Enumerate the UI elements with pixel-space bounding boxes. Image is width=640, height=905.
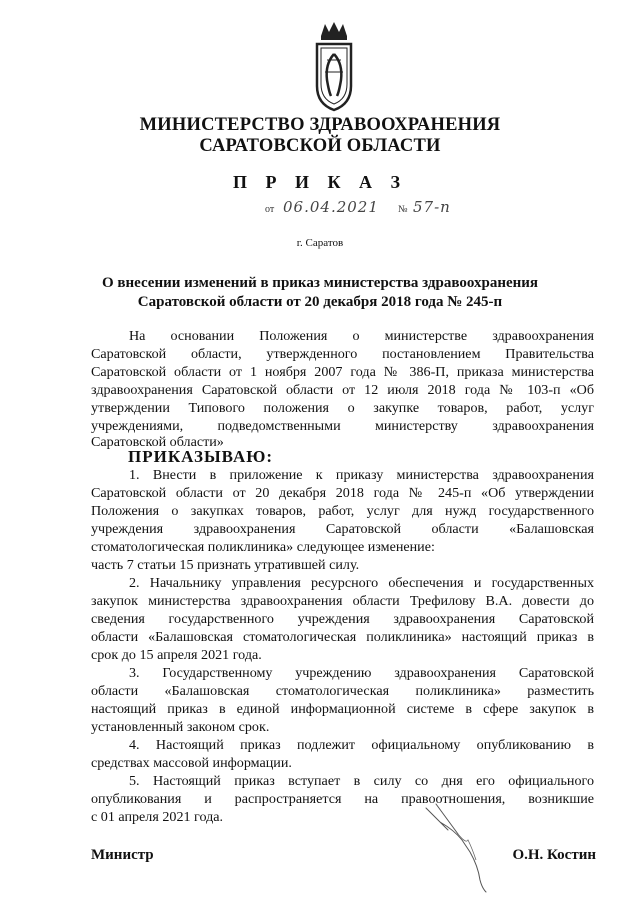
preamble-line: учреждениями, подведомственными министерству здравоохранения <box>91 418 594 434</box>
document-title-line2: Саратовской области от 20 декабря 2018 года № 245-п <box>137 294 503 310</box>
preamble-line: утверждении Типового положения о закупке товаров, работ, услуг <box>91 400 594 416</box>
item-line: стоматологическая поликлиника» следующее изменение: <box>91 539 435 555</box>
item-line: 5. Настоящий приказ вступает в силу со дня его официального <box>129 773 594 789</box>
item-line: учреждения здравоохранения Саратовской области «Балашовская <box>91 521 594 537</box>
handwritten-number: 57-п <box>413 198 451 216</box>
preamble-line: Саратовской области от 1 ноября 2007 года № 386-П, приказа министерства <box>91 364 594 380</box>
item-line: закупок министерства здравоохранения области Трефилову В.А. довести до <box>91 593 594 609</box>
item-line: средствах массовой информации. <box>91 755 292 771</box>
decree-word: ПРИКАЗЫВАЮ: <box>128 447 274 466</box>
ministry-name-line1: МИНИСТЕРСТВО ЗДРАВООХРАНЕНИЯ <box>139 115 501 135</box>
document-type: П Р И К А З <box>232 172 408 192</box>
preamble-line: На основании Положения о министерстве здравоохранения <box>129 328 594 344</box>
item-line: сведения государственного учреждения здравоохранения Саратовской <box>91 611 594 627</box>
item-line: часть 7 статьи 15 признать утратившей силу. <box>91 557 360 573</box>
preamble-line: здравоохранения Саратовской области от 12 июля 2018 года № 103-п «Об <box>91 382 594 398</box>
signatory-name: О.Н. Костин <box>512 847 596 863</box>
signatory-role: Министр <box>91 847 154 863</box>
item-line: 4. Настоящий приказ подлежит официальному опубликованию в <box>129 737 594 753</box>
item-line: установленный законом срок. <box>91 719 270 735</box>
date-prefix: от <box>265 204 275 215</box>
handwritten-signature-icon <box>418 800 508 895</box>
item-line: 2. Начальнику управления ресурсного обеспечения и государственных <box>129 575 594 591</box>
ministry-name-line2: САРАТОВСКОЙ ОБЛАСТИ <box>199 136 441 156</box>
item-line: 3. Государственному учреждению здравоохранения Саратовской <box>129 665 594 681</box>
handwritten-date: 06.04.2021 <box>283 198 379 216</box>
city: г. Саратов <box>296 237 344 249</box>
item-line: Положения о закупках товаров, работ, услуг для нужд государственного <box>91 503 594 519</box>
item-line: с 01 апреля 2021 года. <box>91 809 224 825</box>
coat-of-arms-icon <box>311 20 357 112</box>
item-line: опубликования и распространяется на правоотношения, возникшие <box>91 791 594 807</box>
item-line: срок до 15 апреля 2021 года. <box>91 647 262 663</box>
preamble-line: Саратовской области, утвержденного постановлением Правительства <box>91 346 594 362</box>
item-line: настоящий приказ в единой информационной системе в сфере закупок в <box>91 701 594 717</box>
number-prefix: № <box>398 204 408 215</box>
item-line: области «Балашовская стоматологическая поликлиника» разместить <box>91 683 594 699</box>
document-title-line1: О внесении изменений в приказ министерства здравоохранения <box>101 275 539 291</box>
preamble-line: Саратовской области» <box>91 434 224 450</box>
item-line: 1. Внести в приложение к приказу министерства здравоохранения <box>129 467 594 483</box>
item-line: области «Балашовская стоматологическая поликлиника» настоящий приказ в <box>91 629 594 645</box>
item-line: Саратовской области от 20 декабря 2018 года № 245-п «Об утверждении <box>91 485 594 501</box>
